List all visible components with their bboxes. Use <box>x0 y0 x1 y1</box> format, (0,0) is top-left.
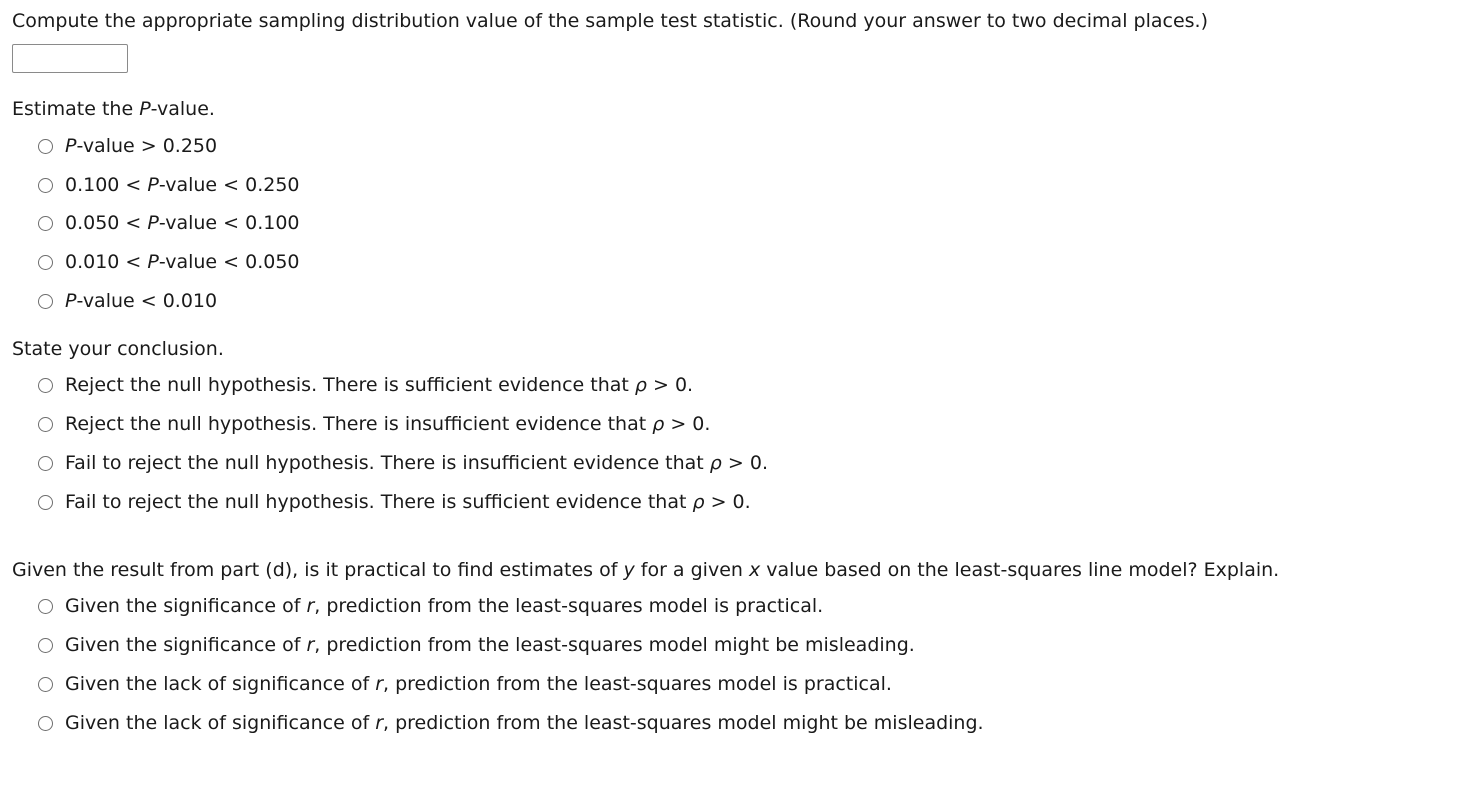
option-text-post: , prediction from the least-squares model is practical. <box>314 595 824 617</box>
option-text-post: , prediction from the least-squares model might be misleading. <box>383 712 984 734</box>
practicality-prompt-post: value based on the least-squares line model? Explain. <box>760 559 1280 581</box>
option-label <box>65 212 300 234</box>
option-label <box>65 491 751 513</box>
option-var: ρ <box>692 491 705 513</box>
option-text-post: -value < 0.100 <box>158 212 300 234</box>
option-label <box>65 413 710 435</box>
radio-button[interactable] <box>38 495 53 510</box>
practicality-option-1[interactable] <box>38 595 823 617</box>
p-value-option-1[interactable] <box>38 135 217 157</box>
option-text-post: > 0. <box>664 413 711 435</box>
option-text-post: -value < 0.050 <box>158 251 300 273</box>
option-label <box>65 452 768 474</box>
radio-button[interactable] <box>38 599 53 614</box>
option-text-pre: Given the significance of <box>65 634 307 656</box>
test-statistic-prompt: Compute the appropriate sampling distribution value of the sample test statistic. (Round your answer to two decimal places.) <box>12 10 1208 32</box>
option-label <box>65 290 217 312</box>
radio-button[interactable] <box>38 139 53 154</box>
radio-button[interactable] <box>38 716 53 731</box>
conclusion-option-4[interactable] <box>38 491 751 513</box>
practicality-option-4[interactable] <box>38 712 984 734</box>
option-text-post: -value < 0.250 <box>158 174 300 196</box>
conclusion-prompt: State your conclusion. <box>12 338 224 360</box>
p-value-option-2[interactable] <box>38 174 300 196</box>
p-value-option-3[interactable] <box>38 212 300 234</box>
radio-button[interactable] <box>38 255 53 270</box>
practicality-prompt <box>12 559 1279 581</box>
option-var: r <box>306 634 315 656</box>
option-var: ρ <box>709 452 722 474</box>
option-text-post: , prediction from the least-squares model is practical. <box>383 673 892 695</box>
option-var: r <box>306 595 315 617</box>
conclusion-option-1[interactable] <box>38 374 693 396</box>
radio-button[interactable] <box>38 638 53 653</box>
option-label <box>65 595 823 617</box>
option-var: ρ <box>634 374 647 396</box>
p-value-option-4[interactable] <box>38 251 300 273</box>
radio-button[interactable] <box>38 417 53 432</box>
option-text-pre: Given the lack of significance of <box>65 712 376 734</box>
option-text-pre: Reject the null hypothesis. There is insufficient evidence that <box>65 413 653 435</box>
option-label <box>65 673 892 695</box>
radio-button[interactable] <box>38 456 53 471</box>
radio-button[interactable] <box>38 677 53 692</box>
conclusion-option-2[interactable] <box>38 413 710 435</box>
option-text-pre: 0.010 < <box>65 251 148 273</box>
option-var: P <box>147 251 159 273</box>
p-value-prompt <box>12 98 215 120</box>
option-var: P <box>147 174 159 196</box>
option-text-post: , prediction from the least-squares model might be misleading. <box>314 634 915 656</box>
option-text-pre: Reject the null hypothesis. There is sufficient evidence that <box>65 374 635 396</box>
option-label <box>65 634 915 656</box>
practicality-prompt-pre: Given the result from part (d), is it practical to find estimates of <box>12 559 624 581</box>
option-var: r <box>375 712 384 734</box>
option-text-pre: Fail to reject the null hypothesis. There is insufficient evidence that <box>65 452 710 474</box>
option-text-pre: 0.050 < <box>65 212 148 234</box>
p-value-prompt-pre: Estimate the <box>12 98 140 120</box>
option-text-pre: Given the lack of significance of <box>65 673 376 695</box>
radio-button[interactable] <box>38 294 53 309</box>
practicality-option-3[interactable] <box>38 673 892 695</box>
p-value-prompt-post: -value. <box>150 98 215 120</box>
option-text-post: -value < 0.010 <box>76 290 218 312</box>
option-label <box>65 374 693 396</box>
practicality-option-2[interactable] <box>38 634 915 656</box>
option-var: ρ <box>652 413 665 435</box>
practicality-prompt-var-x: x <box>748 559 761 581</box>
test-statistic-input[interactable] <box>12 44 128 73</box>
option-label <box>65 135 217 157</box>
radio-button[interactable] <box>38 178 53 193</box>
option-text-post: > 0. <box>646 374 694 396</box>
option-text-pre: 0.100 < <box>65 174 148 196</box>
option-var: P <box>65 135 77 157</box>
option-text-post: -value > 0.250 <box>76 135 218 157</box>
option-var: P <box>65 290 77 312</box>
option-label <box>65 174 300 196</box>
option-label <box>65 712 984 734</box>
option-var: P <box>147 212 159 234</box>
option-text-post: > 0. <box>721 452 768 474</box>
radio-button[interactable] <box>38 378 53 393</box>
option-text-pre: Fail to reject the null hypothesis. There is sufficient evidence that <box>65 491 693 513</box>
option-var: r <box>375 673 384 695</box>
practicality-prompt-var-y: y <box>623 559 635 581</box>
p-value-prompt-var: P <box>139 98 151 120</box>
option-label <box>65 251 300 273</box>
radio-button[interactable] <box>38 216 53 231</box>
conclusion-option-3[interactable] <box>38 452 768 474</box>
option-text-post: > 0. <box>704 491 751 513</box>
practicality-prompt-mid: for a given <box>634 559 749 581</box>
option-text-pre: Given the significance of <box>65 595 307 617</box>
p-value-option-5[interactable] <box>38 290 217 312</box>
